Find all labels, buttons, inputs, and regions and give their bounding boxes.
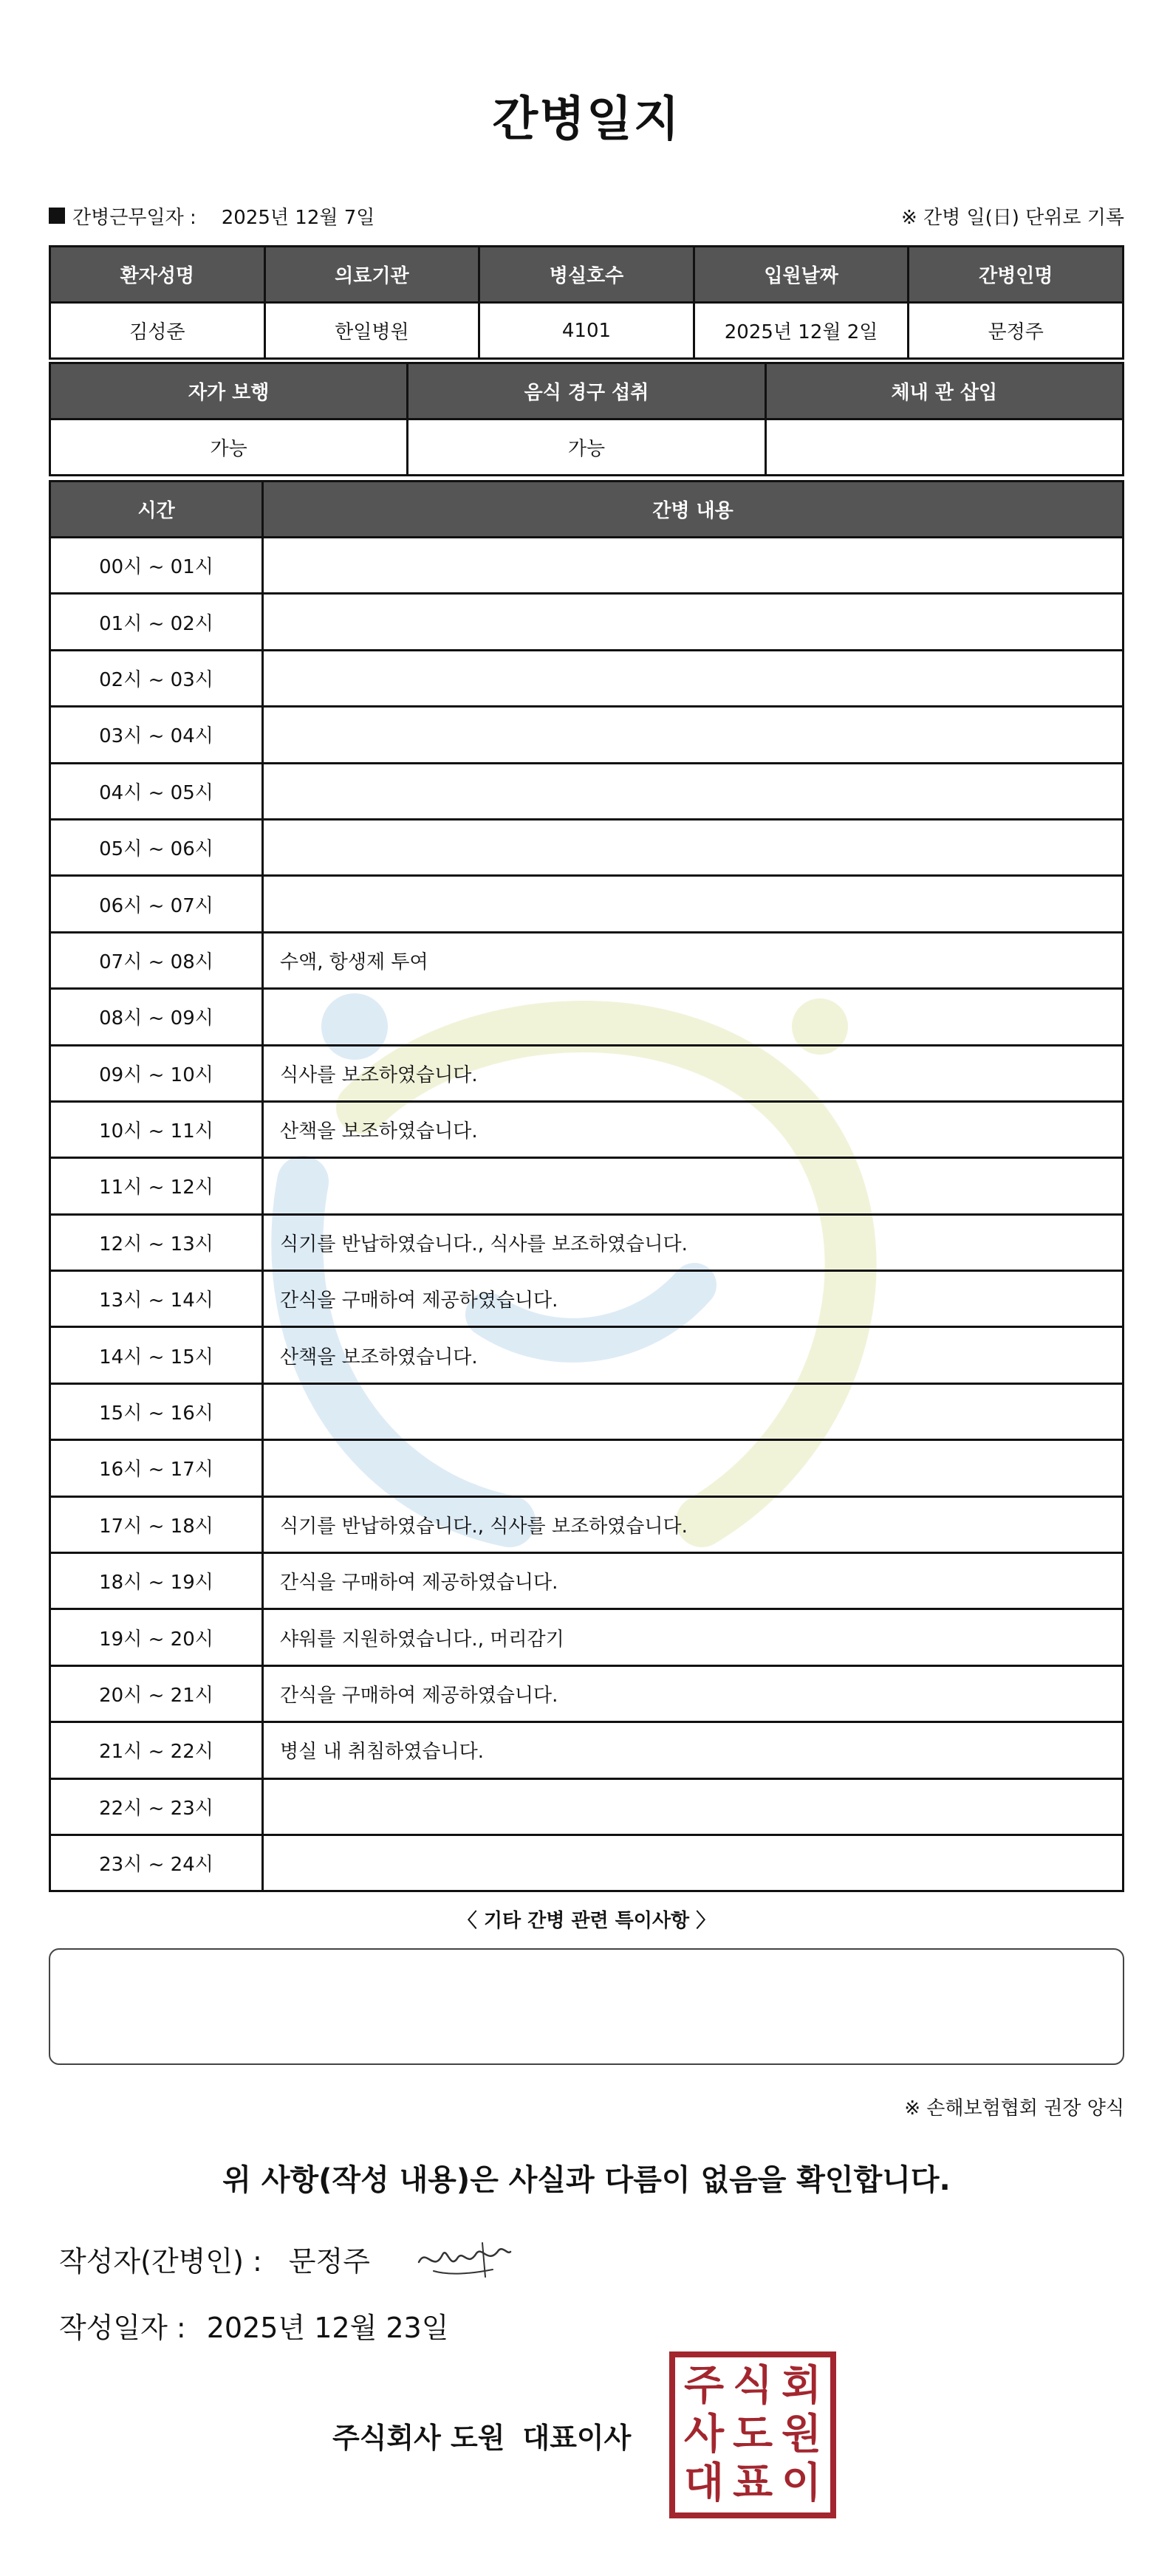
header-patient-name: 환자성명 [50,247,265,303]
log-row [50,989,1124,1045]
seal-character: 대 [683,2459,725,2507]
log-row [50,1045,1124,1101]
log-content: 병실 내 취침하였습니다. [263,1722,1124,1778]
square-bullet-icon [49,208,65,224]
log-content [263,1440,1124,1496]
company-seal-icon [669,2351,836,2518]
written-date-label: 작성일자 : [59,2311,186,2344]
log-time: 14시 ~ 15시 [50,1327,263,1383]
written-date-row [59,2303,448,2347]
log-content [263,650,1124,706]
log-row [50,1496,1124,1552]
log-time: 00시 ~ 01시 [50,538,263,594]
log-time: 19시 ~ 20시 [50,1609,263,1665]
admission-date: 2025년 12월 2일 [694,303,909,359]
log-content: 간식을 구매하여 제공하였습니다. [263,1665,1124,1722]
care-status-table [49,362,1124,476]
header-room: 병실호수 [479,247,694,303]
log-time: 05시 ~ 06시 [50,819,263,875]
log-row [50,819,1124,875]
header-time: 시간 [50,482,263,538]
header-oral-intake: 음식 경구 섭취 [408,363,765,419]
room-number: 4101 [479,303,694,359]
log-row [50,1835,1124,1891]
log-content: 샤워를 지원하였습니다., 머리감기 [263,1609,1124,1665]
log-time: 02시 ~ 03시 [50,650,263,706]
hourly-log-table [49,480,1124,1892]
log-row [50,1665,1124,1722]
seal-character: 원 [781,2411,822,2459]
header-caregiver: 간병인명 [909,247,1124,303]
oral-intake-value: 가능 [408,419,765,476]
log-row [50,1214,1124,1270]
patient-info-table [49,245,1124,360]
log-content [263,876,1124,932]
log-content [263,707,1124,763]
log-content: 식기를 반납하였습니다., 식사를 보조하였습니다. [263,1496,1124,1552]
writer-name: 문정주 [288,2244,370,2278]
signature-icon [411,2233,515,2284]
log-time: 17시 ~ 18시 [50,1496,263,1552]
log-time: 20시 ~ 21시 [50,1665,263,1722]
log-time: 07시 ~ 08시 [50,932,263,988]
log-row [50,1327,1124,1383]
log-row [50,1609,1124,1665]
company-name: 주식회사 도원 [332,2422,505,2454]
log-time: 22시 ~ 23시 [50,1778,263,1835]
log-content [263,1778,1124,1835]
log-time: 18시 ~ 19시 [50,1553,263,1609]
log-content: 산책을 보조하였습니다. [263,1101,1124,1157]
seal-character: 회 [781,2362,822,2410]
log-row [50,538,1124,594]
writer-row [59,2236,515,2281]
remarks-title: 〈 기타 간병 관련 특이사항 〉 [457,1910,716,1932]
log-content [263,594,1124,650]
tube-value [765,419,1123,476]
log-time: 16시 ~ 17시 [50,1440,263,1496]
log-time: 13시 ~ 14시 [50,1271,263,1327]
log-row [50,763,1124,819]
writer-label: 작성자(간병인) : [59,2244,262,2278]
log-time: 06시 ~ 07시 [50,876,263,932]
header-tube: 체내 관 삽입 [765,363,1123,419]
log-time: 15시 ~ 16시 [50,1383,263,1439]
seal-character: 도 [732,2411,773,2459]
log-row [50,1778,1124,1835]
log-content [263,763,1124,819]
log-content: 식기를 반납하였습니다., 식사를 보조하였습니다. [263,1214,1124,1270]
header-admission-date: 입원날짜 [694,247,909,303]
log-time: 09시 ~ 10시 [50,1045,263,1101]
log-time: 01시 ~ 02시 [50,594,263,650]
seal-character: 사 [683,2411,725,2459]
header-content: 간병 내용 [263,482,1124,538]
log-content: 간식을 구매하여 제공하였습니다. [263,1271,1124,1327]
recommend-note: ※ 손해보험협회 권장 양식 [904,2097,1124,2120]
log-row [50,707,1124,763]
log-time: 10시 ~ 11시 [50,1101,263,1157]
record-note: ※ 간병 일(日) 단위로 기록 [900,206,1124,229]
log-content: 간식을 구매하여 제공하였습니다. [263,1553,1124,1609]
confirm-statement: 위 사항(작성 내용)은 사실과 다름이 없음을 확인합니다. [222,2163,951,2197]
log-time: 08시 ~ 09시 [50,989,263,1045]
walking-value: 가능 [50,419,408,476]
log-row [50,594,1124,650]
seal-character: 식 [732,2362,773,2410]
log-content: 산책을 보조하였습니다. [263,1327,1124,1383]
page-title: 간병일지 [492,92,681,147]
company-signature [332,2415,631,2456]
meta-row [49,201,1124,230]
seal-character: 표 [732,2459,773,2507]
log-content: 식사를 보조하였습니다. [263,1045,1124,1101]
caregiver-name: 문정주 [909,303,1124,359]
company-role: 대표이사 [522,2422,632,2454]
log-row [50,1271,1124,1327]
log-row [50,1440,1124,1496]
log-time: 11시 ~ 12시 [50,1158,263,1214]
log-row [50,1722,1124,1778]
log-row [50,1101,1124,1157]
hospital: 한일병원 [264,303,479,359]
log-row [50,876,1124,932]
log-time: 21시 ~ 22시 [50,1722,263,1778]
work-date-label: 간병근무일자 : [72,206,196,229]
log-row [50,1383,1124,1439]
log-time: 23시 ~ 24시 [50,1835,263,1891]
written-date-value: 2025년 12월 23일 [206,2311,449,2344]
log-time: 04시 ~ 05시 [50,763,263,819]
log-content [263,1383,1124,1439]
log-content: 수액, 항생제 투여 [263,932,1124,988]
log-content [263,1158,1124,1214]
log-body [50,538,1124,1891]
work-date-value: 2025년 12월 7일 [221,206,375,229]
header-walking: 자가 보행 [50,363,408,419]
remarks-box [49,1948,1124,2065]
log-content [263,819,1124,875]
seal-character: 이 [781,2459,822,2507]
log-row [50,1158,1124,1214]
log-row [50,932,1124,988]
seal-character: 주 [683,2362,725,2410]
log-content [263,989,1124,1045]
log-row [50,1553,1124,1609]
log-content [263,538,1124,594]
header-hospital: 의료기관 [264,247,479,303]
patient-name: 김성준 [50,303,265,359]
log-content [263,1835,1124,1891]
log-row [50,650,1124,706]
log-time: 12시 ~ 13시 [50,1214,263,1270]
work-date [49,202,375,230]
log-time: 03시 ~ 04시 [50,707,263,763]
